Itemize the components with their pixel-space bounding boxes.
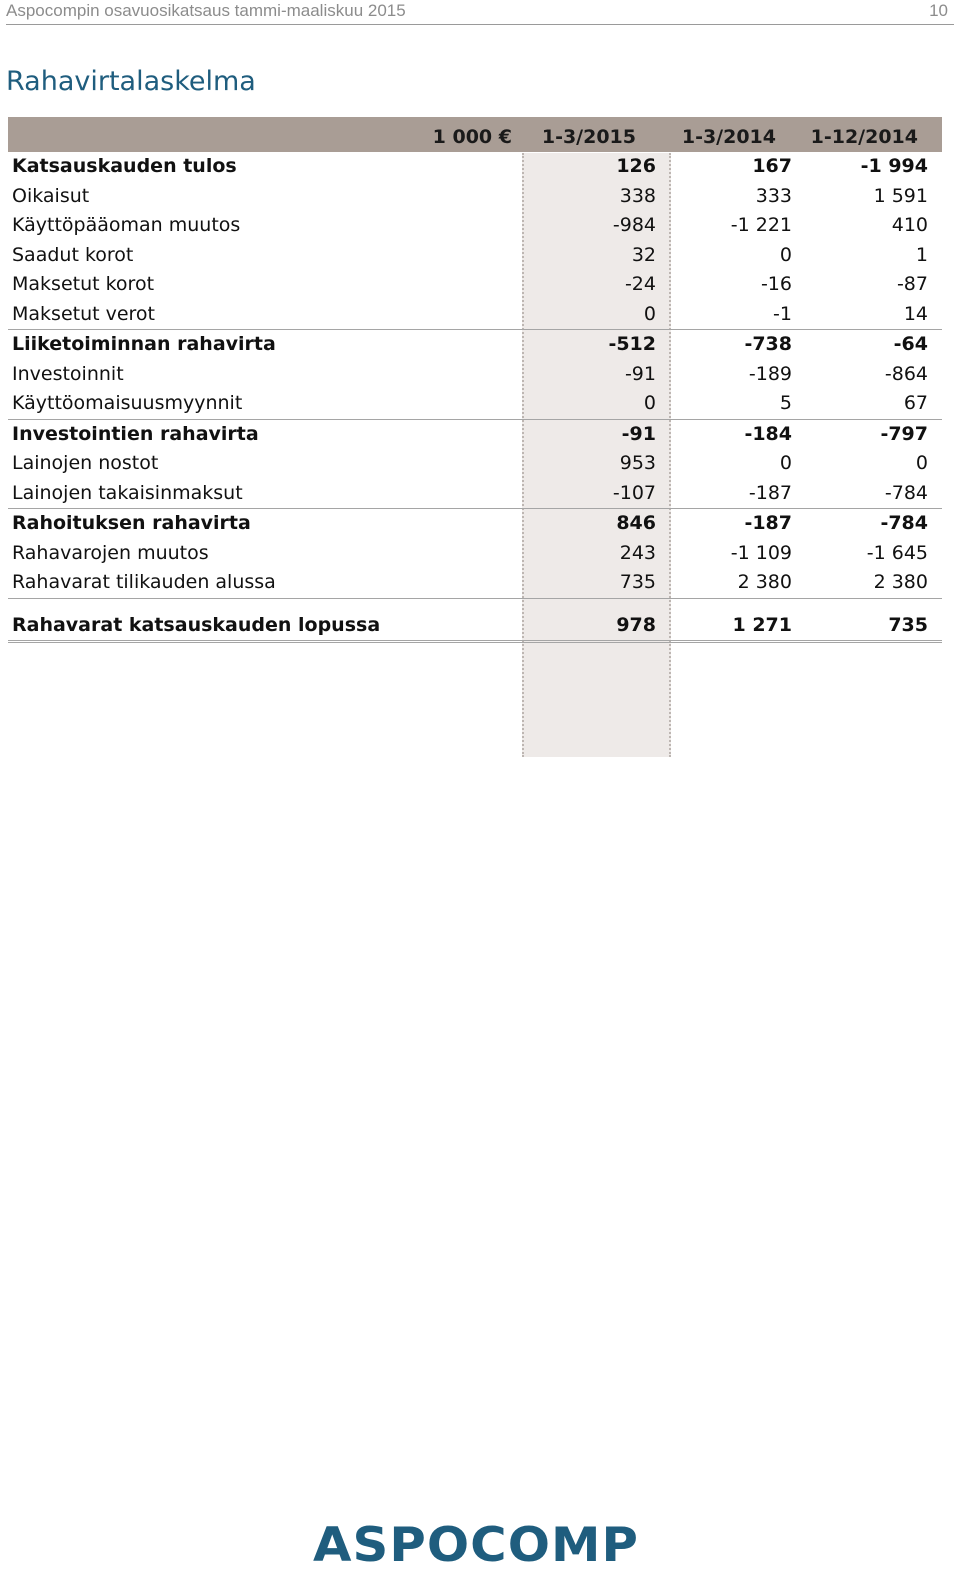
value-cell: 126 xyxy=(616,155,656,177)
value-cell: 0 xyxy=(779,243,792,266)
value-cell: -24 xyxy=(624,273,656,295)
table-row xyxy=(8,568,942,599)
value-cell: -64 xyxy=(893,333,928,355)
value-cell: 167 xyxy=(752,155,792,177)
value-cell: -187 xyxy=(744,512,792,534)
aspocomp-logo xyxy=(313,1518,643,1572)
table-row xyxy=(8,449,942,479)
table-row xyxy=(8,211,942,241)
row-label: Rahavarat tilikauden alussa xyxy=(12,571,276,593)
page-number: 10 xyxy=(929,1,948,20)
value-cell: 0 xyxy=(643,392,656,414)
table-row xyxy=(8,389,942,420)
row-label: Rahavarojen muutos xyxy=(12,541,209,564)
value-cell: -1 xyxy=(773,302,792,325)
section-title: Rahavirtalaskelma xyxy=(6,66,256,97)
value-cell: 0 xyxy=(915,452,928,474)
value-cell: 333 xyxy=(755,184,792,207)
value-cell: -1 109 xyxy=(730,541,792,564)
column-header-3: 1-12/2014 xyxy=(810,126,918,148)
table-row xyxy=(8,360,942,390)
value-cell: 1 591 xyxy=(873,184,928,207)
row-label: Maksetut korot xyxy=(12,273,155,295)
value-cell: 1 xyxy=(915,243,928,266)
value-cell: -1 994 xyxy=(860,155,928,177)
value-cell: -1 645 xyxy=(866,541,928,564)
value-cell: 846 xyxy=(616,512,656,534)
value-cell: 2 380 xyxy=(873,571,928,593)
row-label: Oikaisut xyxy=(12,184,90,207)
row-label: Lainojen takaisinmaksut xyxy=(12,481,243,504)
value-cell: 243 xyxy=(619,541,656,564)
value-cell: 2 380 xyxy=(737,571,792,593)
column-header-1: 1-3/2015 xyxy=(541,126,636,148)
row-label: Katsauskauden tulos xyxy=(12,155,237,177)
value-cell: -184 xyxy=(744,422,792,445)
value-cell: -87 xyxy=(896,273,928,295)
table-total-row xyxy=(8,611,942,644)
value-cell: -91 xyxy=(624,362,656,385)
value-cell: -187 xyxy=(748,481,792,504)
value-cell: 14 xyxy=(903,302,928,325)
value-cell: -91 xyxy=(621,422,656,445)
value-cell: -797 xyxy=(880,422,928,445)
table-row xyxy=(8,241,942,271)
value-cell: 0 xyxy=(643,302,656,325)
document-title: Aspocompin osavuosikatsaus tammi-maaliskuu 2015 xyxy=(6,1,406,20)
logo-text: ASPOCOMP xyxy=(313,1518,639,1568)
row-label: Lainojen nostot xyxy=(12,452,159,474)
cash-flow-table xyxy=(8,117,942,643)
value-cell: 67 xyxy=(903,392,928,414)
value-cell: 953 xyxy=(619,452,656,474)
row-label: Rahoituksen rahavirta xyxy=(12,512,251,534)
row-label: Investointien rahavirta xyxy=(12,422,259,445)
value-cell: -738 xyxy=(744,333,792,355)
value-cell: -784 xyxy=(884,481,928,504)
row-label: Rahavarat katsauskauden lopussa xyxy=(12,613,381,636)
table-spacer xyxy=(8,599,942,611)
value-cell: 978 xyxy=(616,613,656,636)
table-row xyxy=(8,152,942,182)
row-label: Liiketoiminnan rahavirta xyxy=(12,333,276,355)
value-cell: -784 xyxy=(880,512,928,534)
column-header-2: 1-3/2014 xyxy=(681,126,776,148)
value-cell: 0 xyxy=(779,452,792,474)
table-row xyxy=(8,539,942,569)
table-row xyxy=(8,330,942,360)
table-row xyxy=(8,182,942,212)
value-cell: -107 xyxy=(612,481,656,504)
value-cell: 32 xyxy=(631,243,656,266)
value-cell: 735 xyxy=(888,613,928,636)
value-cell: -189 xyxy=(748,362,792,385)
value-cell: -512 xyxy=(608,333,656,355)
value-cell: -16 xyxy=(760,273,792,295)
unit-label: 1 000 € xyxy=(432,126,512,148)
table-row xyxy=(8,509,942,539)
row-label: Saadut korot xyxy=(12,243,134,266)
value-cell: -864 xyxy=(884,362,928,385)
row-label: Investoinnit xyxy=(12,362,124,385)
table-row xyxy=(8,479,942,510)
value-cell: 5 xyxy=(779,392,792,414)
value-cell: 1 271 xyxy=(732,613,792,636)
value-cell: 410 xyxy=(891,214,928,236)
page-header xyxy=(6,0,954,25)
logo-wordmark xyxy=(313,1518,643,1568)
value-cell: 735 xyxy=(619,571,656,593)
value-cell: 338 xyxy=(619,184,656,207)
row-label: Käyttöpääoman muutos xyxy=(12,214,241,236)
row-label: Käyttöomaisuusmyynnit xyxy=(12,392,243,414)
table-row xyxy=(8,270,942,300)
table-row xyxy=(8,300,942,331)
table-row xyxy=(8,420,942,450)
value-cell: -984 xyxy=(612,214,656,236)
value-cell: -1 221 xyxy=(730,214,792,236)
table-header-row xyxy=(8,117,942,152)
row-label: Maksetut verot xyxy=(12,302,156,325)
